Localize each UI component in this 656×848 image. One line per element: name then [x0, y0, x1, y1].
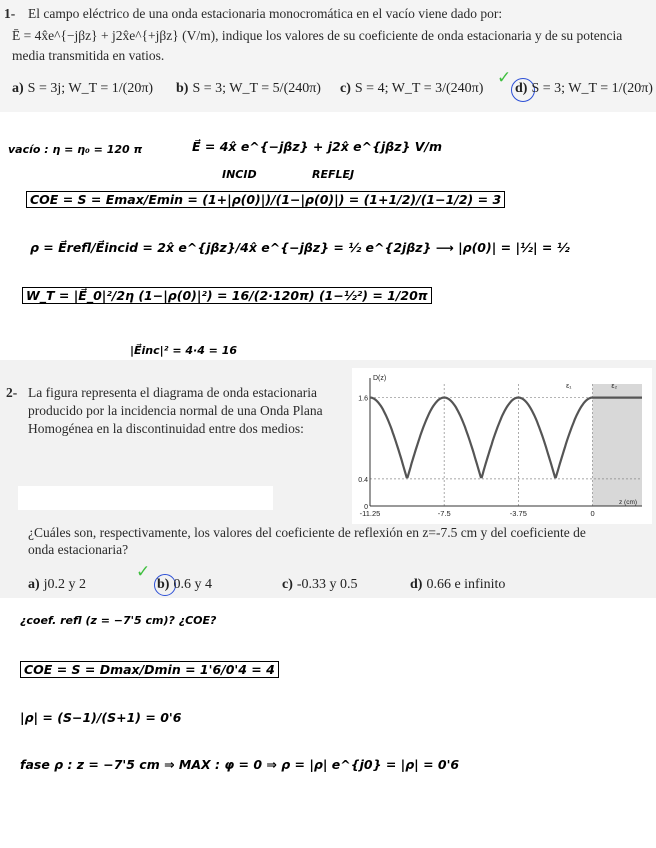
region-label-2: ε₂ — [611, 383, 618, 390]
question-2-line-3: Homogénea en la discontinuidad entre dos medios: — [28, 421, 304, 436]
checkmark-icon: ✓ — [136, 562, 151, 582]
hw-vacio: vacío : η = η₀ = 120 π — [8, 143, 143, 156]
question-1-number: 1- — [4, 6, 16, 21]
hw-incid: INCID — [222, 168, 257, 181]
q1-option-a[interactable]: a) S = 3j; W_T = 1/(20π) — [12, 81, 154, 96]
y-tick-label: 0.4 — [358, 476, 368, 484]
y-axis-label: D(z) — [373, 375, 387, 382]
x-tick-label: -11.25 — [359, 509, 381, 518]
y-tick-label: 0 — [364, 504, 368, 511]
q2-option-c[interactable]: c) -0.33 y 0.5 — [282, 577, 358, 592]
hw2-coe: COE = S = Dmax/Dmin = 1'6/0'4 = 4 — [20, 662, 279, 677]
hw-wt: W_T = |E⃗_0|²/2η (1−|ρ(0)|²) = 16/(2·120π) (1−½²) = 1/20π — [22, 288, 432, 303]
medium-2-region — [593, 384, 642, 506]
x-tick-label: 0 — [590, 509, 595, 518]
hw2-fase: fase ρ : z = −7'5 cm ⇒ MAX : φ = 0 ⇒ ρ = |ρ| e^{j0} = |ρ| = 0'6 — [20, 757, 460, 772]
q2-option-b[interactable]: b) 0.6 y 4 — [157, 577, 212, 592]
x-axis-label: z (cm) — [618, 499, 638, 506]
question-1-line-3: media transmitida en vatios. — [12, 48, 165, 63]
q2-option-a[interactable]: a) j0.2 y 2 — [28, 577, 87, 592]
q1-option-b[interactable]: b) S = 3; W_T = 5/(240π) — [176, 81, 321, 96]
question-2-line-2: producido por la incidencia normal de una Onda Plana — [28, 403, 323, 418]
question-2-prompt-1: ¿Cuáles son, respectivamente, los valores del coeficiente de reflexión en z=-7.5 cm y del coeficiente de — [28, 525, 586, 540]
q1-option-d[interactable]: d) S = 3; W_T = 1/(20π) — [515, 81, 653, 96]
question-2-prompt-2: onda estacionaria? — [28, 542, 129, 557]
hw-coe: COE = S = Emax/Emin = (1+|ρ(0)|)/(1−|ρ(0)|) = (1+1/2)/(1−1/2) = 3 — [26, 192, 505, 207]
question-1-line-2: Ē = 4x̂e^{−jβz} + j2x̂e^{+jβz} (V/m), indique los valores de su coeficiente de onda estacionaria y de su potencia — [12, 28, 623, 43]
checkmark-icon: ✓ — [497, 68, 512, 88]
hw-einc: |E⃗inc|² = 4·4 = 16 — [130, 344, 238, 357]
hw-field: E⃗ = 4x̂ e^{−jβz} + j2x̂ e^{jβz} V/m — [192, 139, 443, 154]
x-tick-label: -3.75 — [509, 509, 527, 518]
y-tick-label: 1.6 — [358, 395, 368, 403]
blank-region — [18, 486, 273, 510]
hw-reflej: REFLEJ — [312, 168, 355, 181]
hw2-rho: |ρ| = (S−1)/(S+1) = 0'6 — [20, 710, 182, 725]
question-2-line-1: La figura representa el diagrama de onda estacionaria — [28, 385, 317, 400]
x-tick-label: -7.5 — [437, 509, 451, 518]
question-2-number: 2- — [6, 385, 18, 400]
question-1-line-1: El campo eléctrico de una onda estacionaria monocromática en el vacío viene dado por: — [28, 6, 503, 21]
q1-option-c[interactable]: c) S = 4; W_T = 3/(240π) — [340, 81, 484, 96]
q2-option-d[interactable]: d) 0.66 e infinito — [410, 577, 506, 592]
hw2-question: ¿coef. refl (z = −7'5 cm)? ¿COE? — [20, 614, 217, 627]
hw-rho: ρ = E⃗refl/E⃗incid = 2x̂ e^{jβz}/4x̂ e^{−jβz} = ½ e^{2jβz} ⟶ |ρ(0)| = |½| = ½ — [30, 240, 570, 255]
region-label-1: ε₁ — [566, 383, 572, 390]
standing-wave-chart — [352, 368, 652, 524]
